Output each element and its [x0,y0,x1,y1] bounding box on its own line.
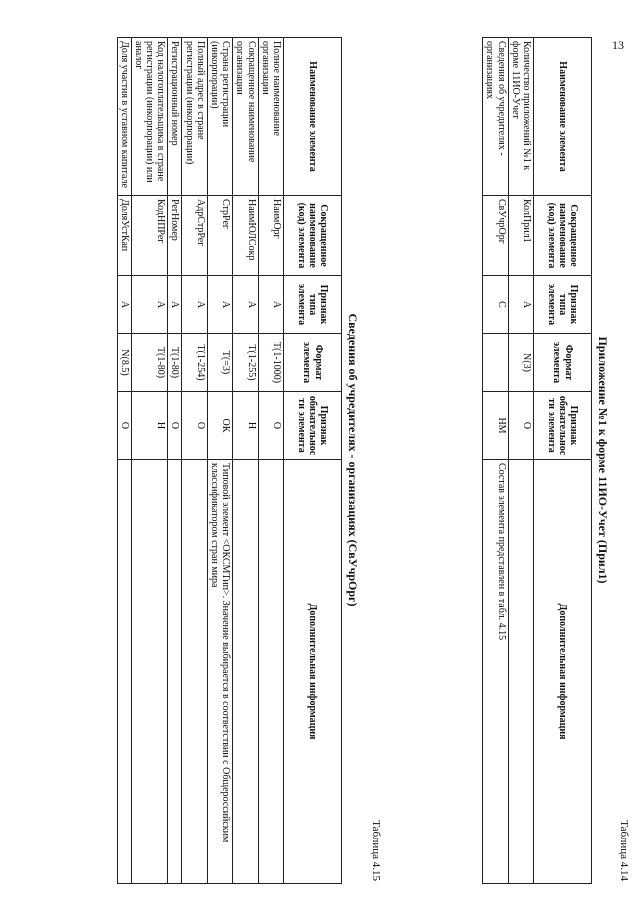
page-number: 13 [612,38,624,52]
table-cell: T(1-254) [182,334,207,392]
header-cell: Признак обязательности элемента [284,392,342,460]
table-cell [117,460,131,884]
table-cell [182,460,207,884]
table-cell: КолПрил1 [508,196,533,276]
table-cell: Регистрационный номер [168,38,182,196]
table-cell: N(3) [508,334,533,392]
table-cell: НаимЮЛСокр [233,196,258,276]
table-row [131,38,168,884]
header-cell: Сокращенное наименование (код) элемента [284,196,342,276]
header-cell: Формат элемента [284,334,342,392]
table-cell: Сокращенное наименование организации [233,38,258,196]
table-cell: А [182,276,207,334]
header-cell: Дополнительная информация [284,460,342,884]
table-cell: Состав элемента представлен в табл. 4.15 [483,460,508,884]
table-cell: О [117,392,131,460]
table-cell: А [508,276,533,334]
header-cell: Признак типа элемента [534,276,592,334]
table-cell: T(1-1000) [258,334,283,392]
table-cell: Полное наименование организации [258,38,283,196]
header-cell: Наименование элемента [534,38,592,196]
table-cell: С [483,276,508,334]
table-cell: А [207,276,232,334]
table-4-15 [117,37,342,884]
header-cell: Сокращенное наименование (код) элемента [534,196,592,276]
table-cell: О [258,392,283,460]
header-row [534,38,592,884]
table-cell: А [258,276,283,334]
table-cell: А [233,276,258,334]
table-4-14-label: Таблица 4.14 [618,820,630,881]
table-cell: T(1-255) [233,334,258,392]
table-cell: А [168,276,182,334]
table-4-14-title: Приложение №1 к форме 11ИО-Учет (Прил1) [596,336,610,584]
table-cell: СвУчрОрг [483,196,508,276]
table-cell: Сведения об учредителях - организациях [483,38,508,196]
header-cell: Формат элемента [534,334,592,392]
table-cell: Полный адрес в стране регистрации (инкорпорации) [182,38,207,196]
table-cell [131,460,168,884]
table-cell: А [131,276,168,334]
table-cell: О [168,392,182,460]
table-cell: T(=3) [207,334,232,392]
table-cell: О [508,392,533,460]
table-cell: РегНомер [168,196,182,276]
table-cell: T(1-80) [168,334,182,392]
table-cell [258,460,283,884]
header-cell: Наименование элемента [284,38,342,196]
table-cell: T(1-80) [131,334,168,392]
table-row [233,38,258,884]
table-cell: О [182,392,207,460]
table-cell: НаимОрг [258,196,283,276]
table-row [168,38,182,884]
table-cell: А [117,276,131,334]
table-cell [508,460,533,884]
table-cell [168,460,182,884]
table-cell: Доля участия в уставном капитале [117,38,131,196]
table-cell: N(8.5) [117,334,131,392]
table-cell: ДоляУстКап [117,196,131,276]
table-row [117,38,131,884]
table-cell: Н [131,392,168,460]
table-4-14 [482,37,592,884]
table-cell: Н [233,392,258,460]
table-cell: ОК [207,392,232,460]
rotated-page-content [0,25,640,895]
table-cell [483,334,508,392]
table-row [258,38,283,884]
table-cell: КодНПРег [131,196,168,276]
table-row [207,38,232,884]
table-row [483,38,508,884]
header-cell: Признак типа элемента [284,276,342,334]
table-4-15-title: Сведения об учредителях - организациях (СвУчрОрг) [346,313,360,607]
table-4-15-label: Таблица 4.15 [370,820,382,881]
table-cell: Количество приложений №1 к форме 11ИО-Учет [508,38,533,196]
table-cell: Типовой элемент <ОКСМТип>. Значение выбирается в соответствии с Общероссийским классификатором стран мира [207,460,232,884]
header-row [284,38,342,884]
table-cell: Страна регистрации (инкорпорации) [207,38,232,196]
table-cell [233,460,258,884]
table-cell: СтрРег [207,196,232,276]
table-cell: Код налогоплательщика в стране регистрации (инкорпорации) или аналог [131,38,168,196]
header-cell: Признак обязательности элемента [534,392,592,460]
table-cell: НМ [483,392,508,460]
header-cell: Дополнительная информация [534,460,592,884]
table-row [182,38,207,884]
table-cell: АдрСтрРег [182,196,207,276]
table-row [508,38,533,884]
